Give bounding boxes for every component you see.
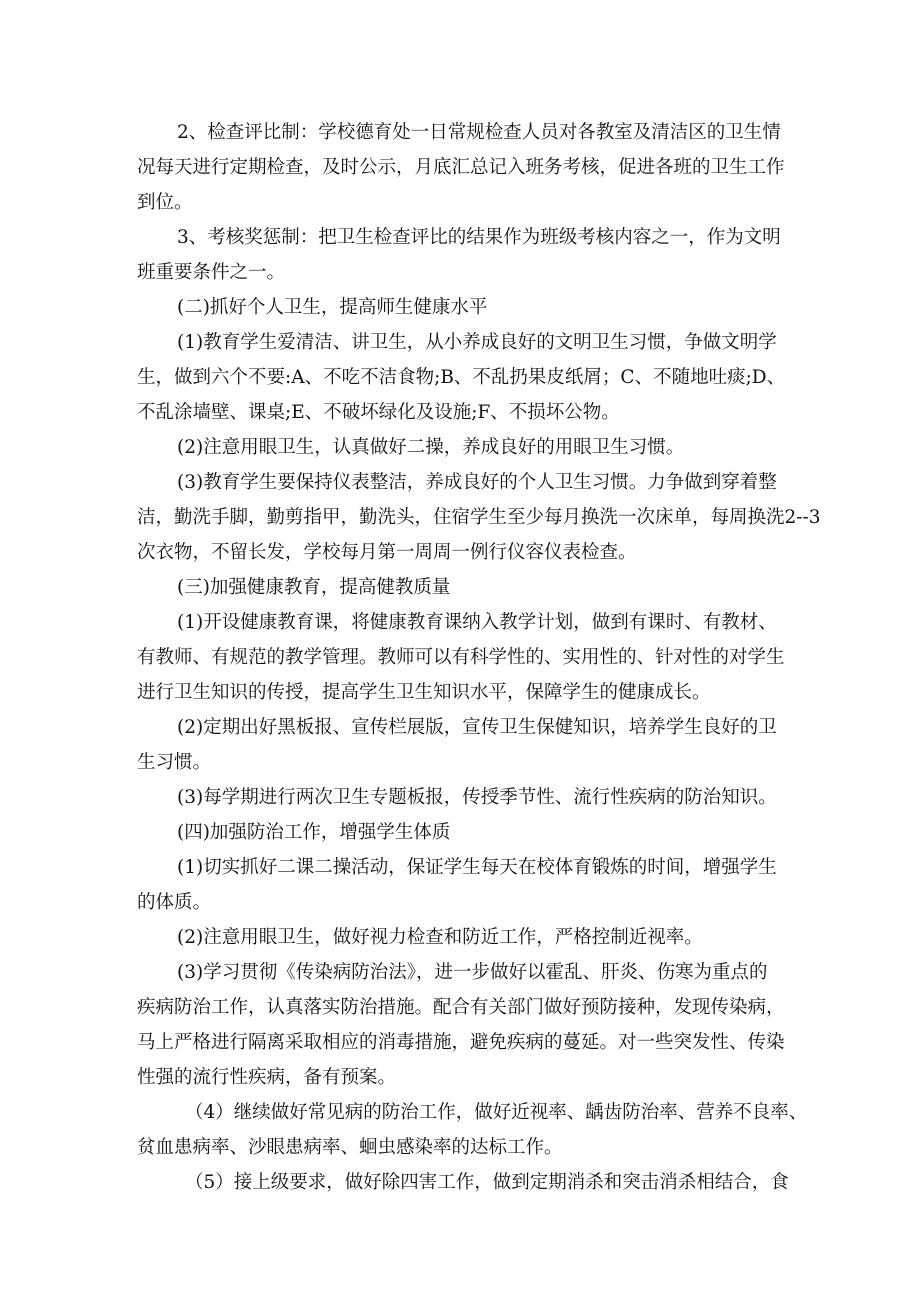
paragraph-line: （4）继续做好常见病的防治工作，做好近视率、龋齿防治率、营养不良率、 <box>185 1102 808 1123</box>
section-heading: (三)加强健康教育，提高健教质量 <box>177 577 451 598</box>
paragraph-line: （5）接上级要求，做好除四害工作，做到定期消杀和突击消杀相结合，食 <box>185 1172 789 1193</box>
paragraph-line: 班重要条件之一。 <box>137 262 286 283</box>
paragraph-line: (3)学习贯彻《传染病防治法》，进一步做好以霍乱、肝炎、伤寒为重点的 <box>177 962 768 983</box>
section-heading: (四)加强防治工作，增强学生体质 <box>177 822 451 843</box>
section-heading: (二)抓好个人卫生，提高师生健康水平 <box>177 297 488 318</box>
paragraph-line: 进行卫生知识的传授，提高学生卫生知识水平，保障学生的健康成长。 <box>137 682 711 703</box>
paragraph-line: 的体质。 <box>137 892 212 913</box>
paragraph-line: 生，做到六个不要:A、不吃不洁食物;B、不乱扔果皮纸屑；C、不随地吐痰;D、 <box>137 367 786 388</box>
paragraph-line: 贫血患病率、沙眼患病率、蛔虫感染率的达标工作。 <box>137 1137 563 1158</box>
paragraph-line: (3)每学期进行两次卫生专题板报，传授季节性、流行性疾病的防治知识。 <box>177 787 777 808</box>
paragraph-line: 疾病防治工作，认真落实防治措施。配合有关部门做好预防接种，发现传染病， <box>137 997 785 1018</box>
paragraph-line: (3)教育学生要保持仪表整洁，养成良好的个人卫生习惯。力争做到穿着整 <box>177 472 777 493</box>
paragraph-line: (1)开设健康教育课，将健康教育课纳入教学计划，做到有课时、有教材、 <box>177 612 777 633</box>
paragraph-line: 洁，勤洗手脚，勤剪指甲，勤洗头，住宿学生至少每月换洗一次床单，每周换洗2--3 <box>137 507 821 528</box>
paragraph-line: (1)教育学生爱清洁、讲卫生，从小养成良好的文明卫生习惯，争做文明学 <box>177 332 777 353</box>
paragraph-line: 性强的流行性疾病，备有预案。 <box>137 1067 397 1088</box>
paragraph-line: 有教师、有规范的教学管理。教师可以有科学性的、实用性的、针对性的对学生 <box>137 647 785 668</box>
paragraph-line: 2、检查评比制：学校德育处一日常规检查人员对各教室及清洁区的卫生情 <box>177 122 781 143</box>
paragraph-line: 次衣物，不留长发，学校每月第一周周一例行仪容仪表检查。 <box>137 542 637 563</box>
paragraph-line: 况每天进行定期检查，及时公示，月底汇总记入班务考核，促进各班的卫生工作 <box>137 157 785 178</box>
paragraph-line: (2)注意用眼卫生，认真做好二操，养成良好的用眼卫生习惯。 <box>177 437 685 458</box>
document-body <box>137 115 821 1200</box>
paragraph-line: 生习惯。 <box>137 752 212 773</box>
paragraph-line: (1)切实抓好二课二操活动，保证学生每天在校体育锻炼的时间，增强学生 <box>177 857 777 878</box>
paragraph-line: (2)注意用眼卫生，做好视力检查和防近工作，严格控制近视率。 <box>177 927 703 948</box>
paragraph-line: 到位。 <box>137 192 193 213</box>
paragraph-line: 马上严格进行隔离采取相应的消毒措施，避免疾病的蔓延。对一些突发性、传染 <box>137 1032 785 1053</box>
paragraph-line: 不乱涂墙壁、课桌;E、不破坏绿化及设施;F、不损坏公物。 <box>137 402 620 423</box>
paragraph-line: (2)定期出好黑板报、宣传栏展版，宣传卫生保健知识，培养学生良好的卫 <box>177 717 777 738</box>
paragraph-line: 3、考核奖惩制：把卫生检查评比的结果作为班级考核内容之一，作为文明 <box>177 227 781 248</box>
